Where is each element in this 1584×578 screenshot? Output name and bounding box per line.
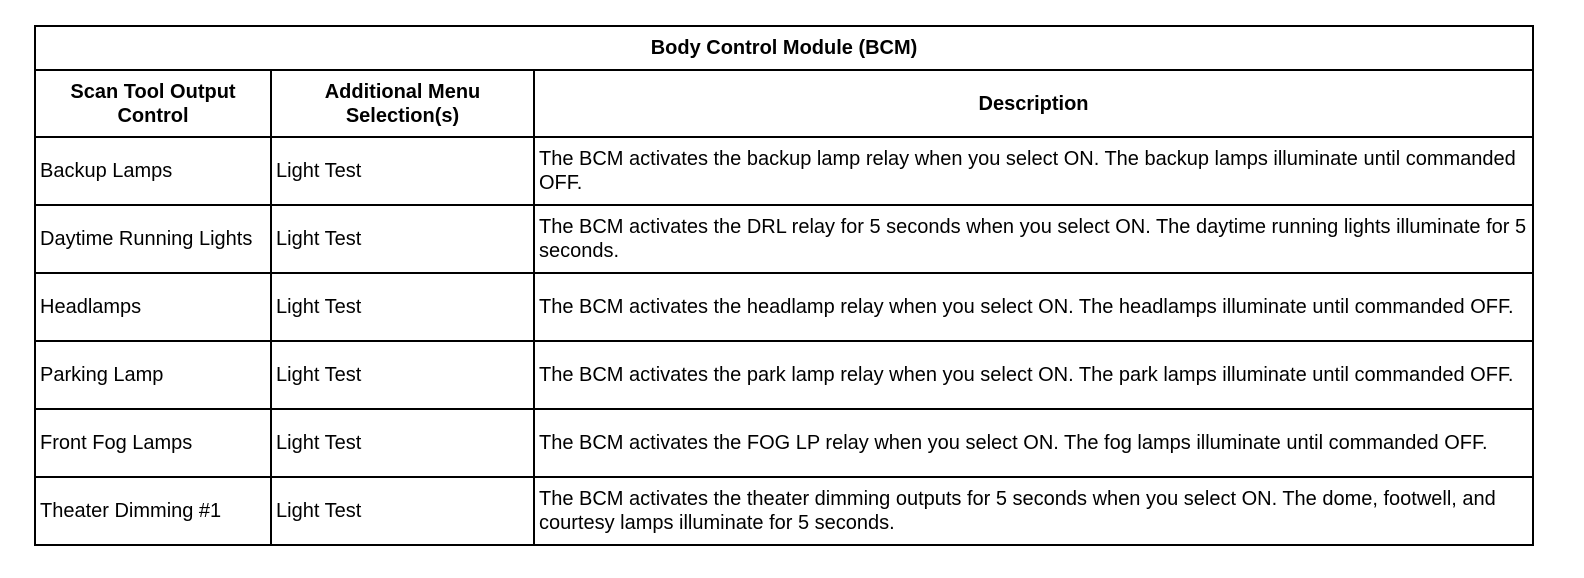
row-menu-selection: Light Test [271, 137, 534, 205]
row-description: The BCM activates the headlamp relay when you select ON. The headlamps illuminate until commanded OFF. [534, 273, 1533, 341]
table-title: Body Control Module (BCM) [35, 26, 1533, 70]
row-menu-selection: Light Test [271, 341, 534, 409]
row-menu-selection: Light Test [271, 477, 534, 545]
table-row [35, 273, 1533, 341]
row-description: The BCM activates the park lamp relay when you select ON. The park lamps illuminate until commanded OFF. [534, 341, 1533, 409]
row-output-control: Front Fog Lamps [35, 409, 271, 477]
table-title-row [35, 26, 1533, 70]
table-row [35, 341, 1533, 409]
row-description: The BCM activates the backup lamp relay when you select ON. The backup lamps illuminate until commanded OFF. [534, 137, 1533, 205]
column-header-description: Description [534, 70, 1533, 137]
row-menu-selection: Light Test [271, 273, 534, 341]
row-description: The BCM activates the DRL relay for 5 seconds when you select ON. The daytime running lights illuminate for 5 seconds. [534, 205, 1533, 273]
row-output-control: Headlamps [35, 273, 271, 341]
table-row [35, 137, 1533, 205]
table-row [35, 409, 1533, 477]
bcm-output-control-table [34, 25, 1534, 546]
table-row [35, 477, 1533, 545]
table-header-row [35, 70, 1533, 137]
row-output-control: Backup Lamps [35, 137, 271, 205]
row-description: The BCM activates the theater dimming outputs for 5 seconds when you select ON. The dome, footwell, and courtesy lamps illuminate for 5 seconds. [534, 477, 1533, 545]
column-header-menu-selection: Additional Menu Selection(s) [271, 70, 534, 137]
row-description: The BCM activates the FOG LP relay when you select ON. The fog lamps illuminate until commanded OFF. [534, 409, 1533, 477]
row-output-control: Theater Dimming #1 [35, 477, 271, 545]
column-header-output-control: Scan Tool Output Control [35, 70, 271, 137]
row-menu-selection: Light Test [271, 409, 534, 477]
row-menu-selection: Light Test [271, 205, 534, 273]
row-output-control: Parking Lamp [35, 341, 271, 409]
table-row [35, 205, 1533, 273]
row-output-control: Daytime Running Lights [35, 205, 271, 273]
